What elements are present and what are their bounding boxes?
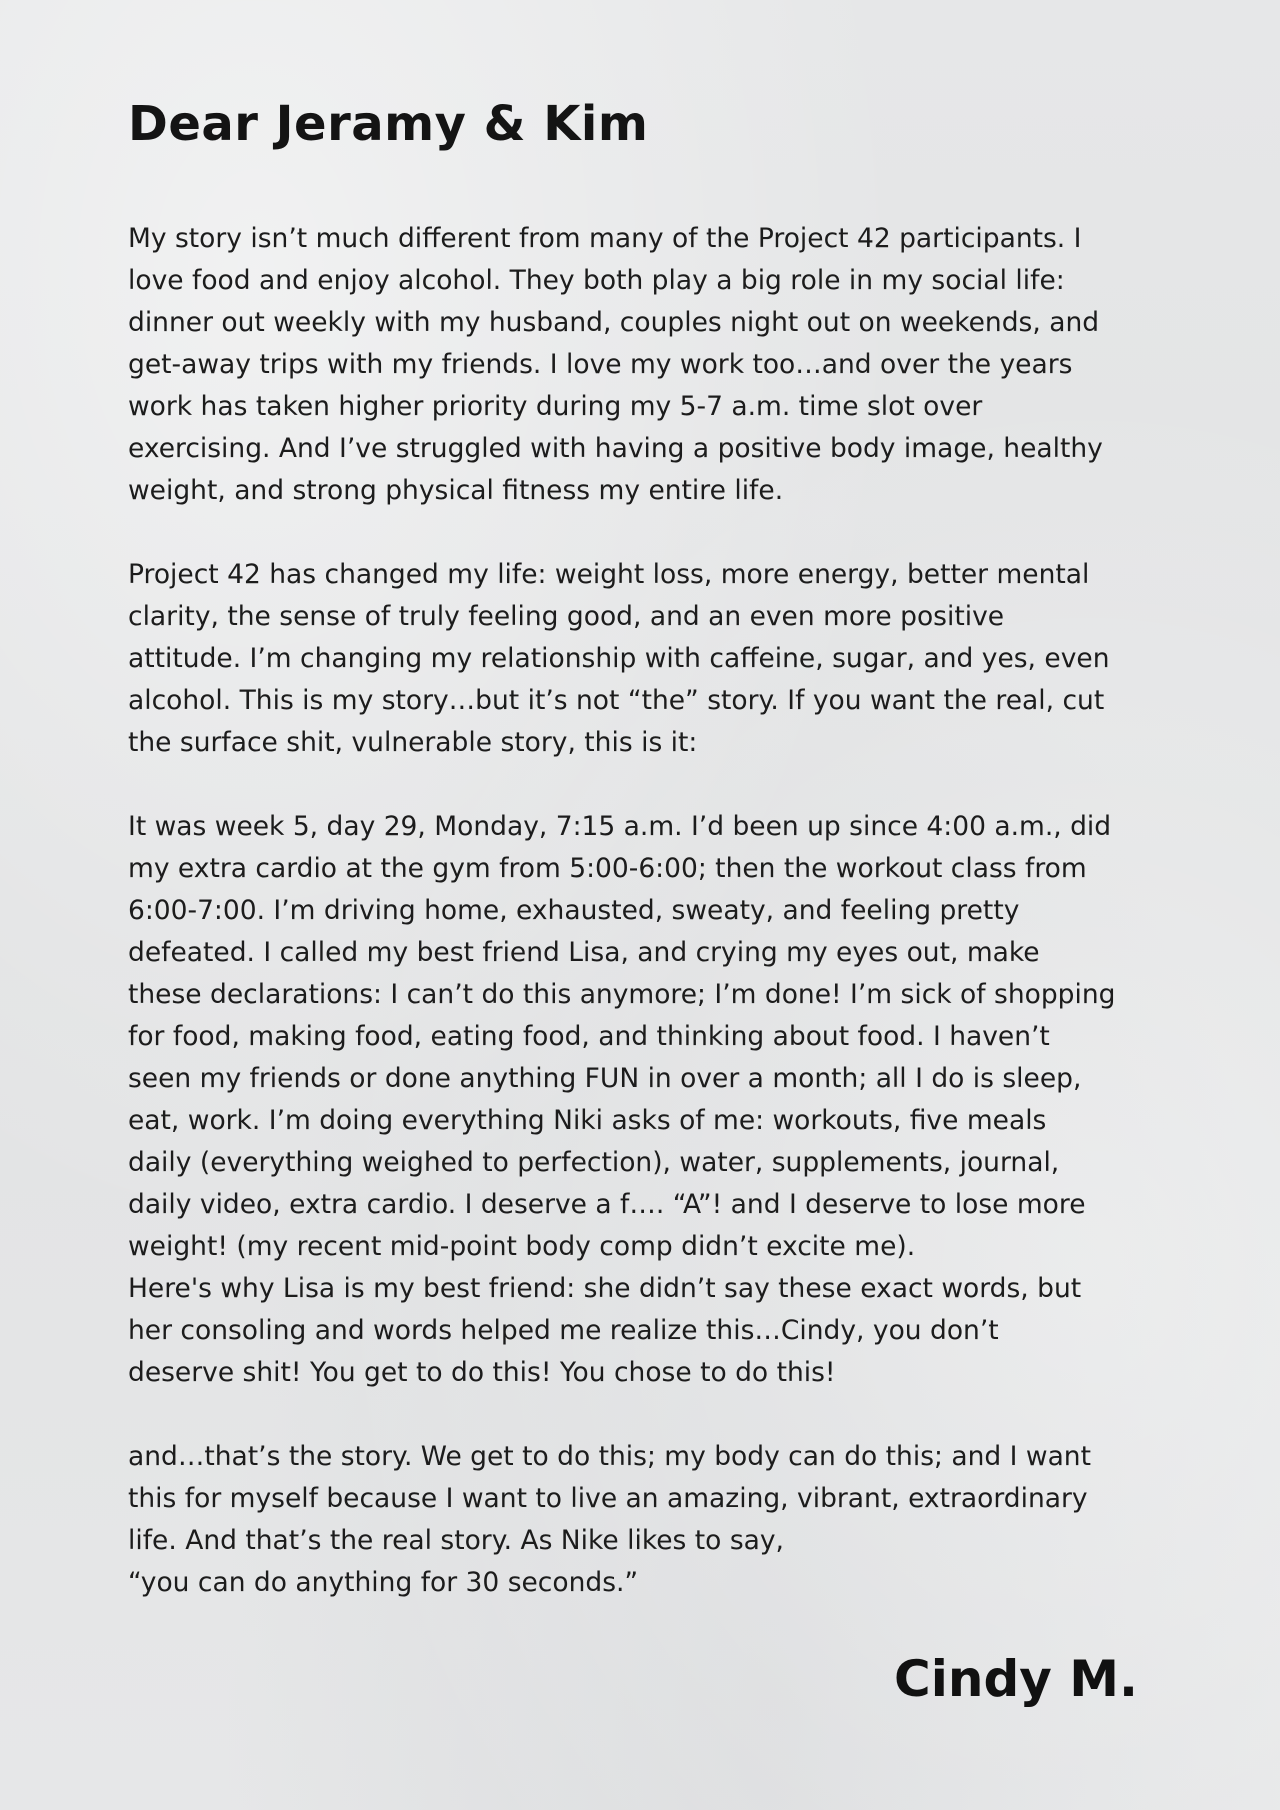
text-line: the surface shit, vulnerable story, this is it: xyxy=(128,727,698,758)
text-line: weight, and strong physical fitness my entire life. xyxy=(128,475,784,506)
text-line: deserve shit! You get to do this! You chose to do this! xyxy=(128,1357,836,1388)
text-line: weight! (my recent mid-point body comp didn’t excite me). xyxy=(128,1231,916,1262)
letter-body xyxy=(128,218,1168,1604)
text-line: exercising. And I’ve struggled with having a positive body image, healthy xyxy=(128,433,1103,464)
paragraph-changes xyxy=(128,554,1168,764)
text-line: alcohol. This is my story…but it’s not “the” story. If you want the real, cut xyxy=(128,685,1105,716)
text-line: “you can do anything for 30 seconds.” xyxy=(128,1567,639,1598)
text-line: eat, work. I’m doing everything Niki asks of me: workouts, five meals xyxy=(128,1105,1047,1136)
text-line: dinner out weekly with my husband, couples night out on weekends, and xyxy=(128,307,1100,338)
text-line: defeated. I called my best friend Lisa, and crying my eyes out, make xyxy=(128,937,1040,968)
text-line: these declarations: I can’t do this anymore; I’m done! I’m sick of shopping xyxy=(128,979,1116,1010)
text-line: daily video, extra cardio. I deserve a f…. “A”! and I deserve to lose more xyxy=(128,1189,1086,1220)
text-line: clarity, the sense of truly feeling good, and an even more positive xyxy=(128,601,1005,632)
text-line: daily (everything weighed to perfection), water, supplements, journal, xyxy=(128,1147,1060,1178)
paragraph-closing xyxy=(128,1436,1168,1604)
text-line: get-away trips with my friends. I love my work too…and over the years xyxy=(128,349,1073,380)
text-line: 6:00-7:00. I’m driving home, exhausted, sweaty, and feeling pretty xyxy=(128,895,1020,926)
paragraph-intro xyxy=(128,218,1168,512)
text-line: this for myself because I want to live an amazing, vibrant, extraordinary xyxy=(128,1483,1088,1514)
text-line: It was week 5, day 29, Monday, 7:15 a.m. I’d been up since 4:00 a.m., did xyxy=(128,811,1112,842)
text-line: work has taken higher priority during my 5-7 a.m. time slot over xyxy=(128,391,983,422)
text-line: my extra cardio at the gym from 5:00-6:00; then the workout class from xyxy=(128,853,1087,884)
letter-greeting: Dear Jeramy & Kim xyxy=(128,96,649,152)
text-line: love food and enjoy alcohol. They both play a big role in my social life: xyxy=(128,265,1065,296)
text-line: Project 42 has changed my life: weight loss, more energy, better mental xyxy=(128,559,1090,590)
text-line: for food, making food, eating food, and thinking about food. I haven’t xyxy=(128,1021,1050,1052)
text-line: My story isn’t much different from many of the Project 42 participants. I xyxy=(128,223,1082,254)
text-line: and…that’s the story. We get to do this; my body can do this; and I want xyxy=(128,1441,1091,1472)
letter-signature: Cindy M. xyxy=(894,1650,1138,1708)
text-line: attitude. I’m changing my relationship with caffeine, sugar, and yes, even xyxy=(128,643,1110,674)
text-line: life. And that’s the real story. As Nike likes to say, xyxy=(128,1525,784,1556)
text-line: her consoling and words helped me realize this…Cindy, you don’t xyxy=(128,1315,999,1346)
paragraph-best-friend xyxy=(128,1268,1168,1394)
text-line: Here's why Lisa is my best friend: she didn’t say these exact words, but xyxy=(128,1273,1082,1304)
text-line: seen my friends or done anything FUN in over a month; all I do is sleep, xyxy=(128,1063,1082,1094)
paragraph-story xyxy=(128,806,1168,1268)
